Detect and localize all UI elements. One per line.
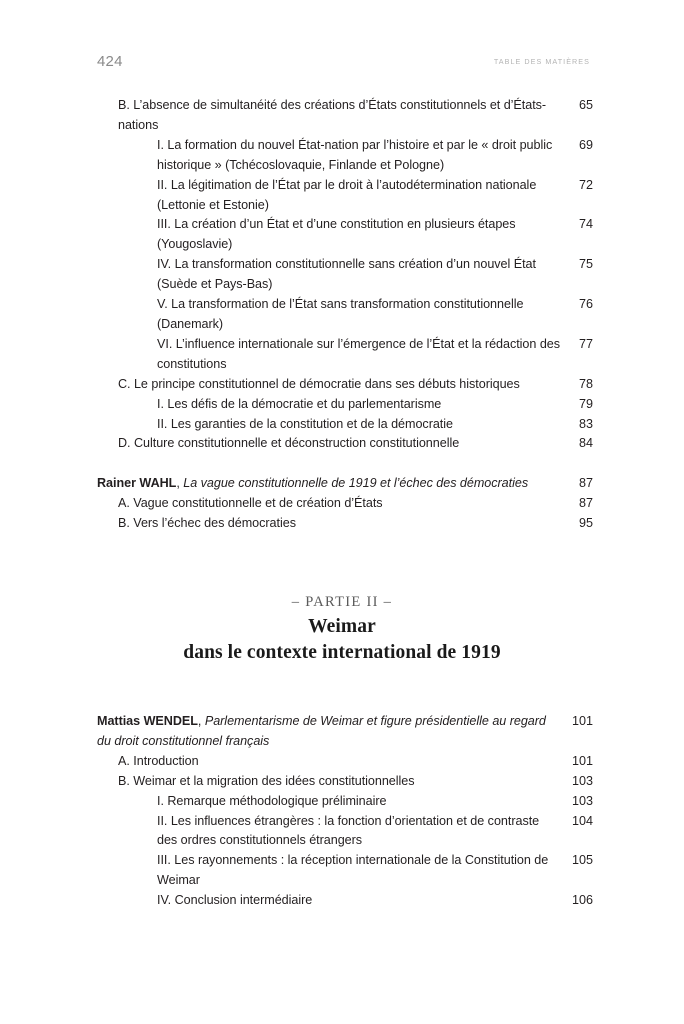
toc-entry-label: II. Les influences étrangères : la fonction d’orientation et de contraste des ordres constitutionnels étrangers [157,813,540,848]
toc-entry-page: 105 [571,853,593,868]
toc-entry[interactable] [97,255,593,295]
toc-entry-page: 101 [571,753,593,768]
toc-entry-label: II. Les garanties de la constitution et de la démocratie [157,416,453,431]
toc-entry-label: I. Les défis de la démocratie et du parlementarisme [157,396,442,411]
toc-contribution-label [97,712,559,752]
toc-entry[interactable] [97,215,593,255]
toc-entry[interactable] [97,375,593,395]
toc-entry[interactable] [97,176,593,216]
contribution-title: Parlementarisme de Weimar et figure présidentielle au regard du droit constitutionnel français [97,714,546,748]
toc-contribution-heading[interactable] [97,474,593,494]
toc-entry-label: II. La légitimation de l’État par le droit à l’autodétermination nationale (Lettonie et Estonie) [157,177,537,212]
toc-entry-page: 84 [578,436,593,451]
contribution-separator: , [176,476,184,491]
toc-entry[interactable] [97,434,593,454]
contribution-separator: , [197,714,205,728]
toc-entry[interactable] [97,136,593,176]
toc-entry-page: 77 [578,336,593,351]
toc-entry-page: 76 [578,297,593,312]
toc-entry-label: III. Les rayonnements : la réception internationale de la Constitution de Weimar [157,853,549,888]
toc-entry-page: 87 [578,496,593,511]
toc-entry[interactable] [97,752,593,772]
contribution-title: La vague constitutionnelle de 1919 et l’échec des démocraties [183,476,529,491]
toc-entry-label: A. Vague constitutionnelle et de création d’États [118,496,383,511]
toc-entry-label: III. La création d’un État et d’une constitution en plusieurs étapes (Yougoslavie) [157,217,516,252]
toc-entry[interactable] [97,792,593,812]
part-heading [0,592,684,666]
toc-group-top [97,96,593,534]
toc-entry[interactable] [97,335,593,375]
toc-entry-page: 78 [578,376,593,391]
toc-entry-label: D. Culture constitutionnelle et déconstruction constitutionnelle [118,436,460,451]
toc-entry-label: IV. La transformation constitutionnelle sans création d’un nouvel État (Suède et Pays-Bas) [157,257,536,292]
toc-entry-page: 75 [578,257,593,272]
toc-contribution-label [97,474,559,494]
toc-entry-label: A. Introduction [118,753,199,768]
contribution-author: Mattias WENDEL [97,714,198,728]
toc-entry[interactable] [97,395,593,415]
toc-entry-label: VI. L’influence internationale sur l’émergence de l’État et la rédaction des constitutions [157,336,561,371]
toc-entry-page: 103 [571,773,593,788]
toc-entry-page: 101 [571,714,593,728]
toc-entry-page: 103 [571,793,593,808]
toc-contribution-heading[interactable] [97,712,593,752]
toc-entry[interactable] [97,96,593,136]
toc-entry-page: 95 [578,516,593,531]
folio-number: 424 [97,53,123,70]
toc-entry[interactable] [97,295,593,335]
toc-entry-page: 83 [578,416,593,431]
toc-entry-label: I. Remarque méthodologique préliminaire [157,793,387,808]
toc-entry-label: I. La formation du nouvel État-nation par l’histoire et par le « droit public historique » (Tchécoslovaquie, Finlande et Pologne) [157,137,553,172]
toc-entry-label: V. La transformation de l’État sans transformation constitutionnelle (Danemark) [157,297,524,331]
toc-entry-label: B. Vers l’échec des démocraties [118,516,296,531]
toc-entry-label: IV. Conclusion intermédiaire [157,893,313,908]
toc-entry-page: 87 [578,476,593,491]
toc-entry-label: B. L’absence de simultanéité des créations d’États constitutionnels et d’États-nations [118,98,547,132]
toc-entry[interactable] [97,891,593,911]
toc-entry-page: 106 [571,893,593,908]
toc-entry-page: 104 [571,813,593,828]
contribution-author: Rainer WAHL [97,476,177,491]
toc-entry-page: 79 [578,396,593,411]
toc-entry-page: 69 [578,137,593,152]
part-kicker: – PARTIE II – [291,594,393,610]
toc-entry[interactable] [97,812,593,852]
toc-group-bottom [97,712,593,911]
running-head [97,52,590,76]
running-head-title: TABLE DES MATIÈRES [493,57,590,66]
toc-entry-label: B. Weimar et la migration des idées constitutionnelles [118,773,415,788]
toc-entry-page: 65 [578,98,593,112]
toc-entry[interactable] [97,772,593,792]
part-title-line1: Weimar [308,616,376,637]
toc-entry[interactable] [97,514,593,534]
part-title-line2: dans le contexte international de 1919 [183,642,501,663]
toc-entry-page: 74 [578,217,593,232]
toc-entry-page: 72 [578,177,593,192]
toc-entry-label: C. Le principe constitutionnel de démocratie dans ses débuts historiques [118,376,520,391]
toc-entry[interactable] [97,415,593,435]
toc-entry[interactable] [97,851,593,891]
toc-entry[interactable] [97,494,593,514]
